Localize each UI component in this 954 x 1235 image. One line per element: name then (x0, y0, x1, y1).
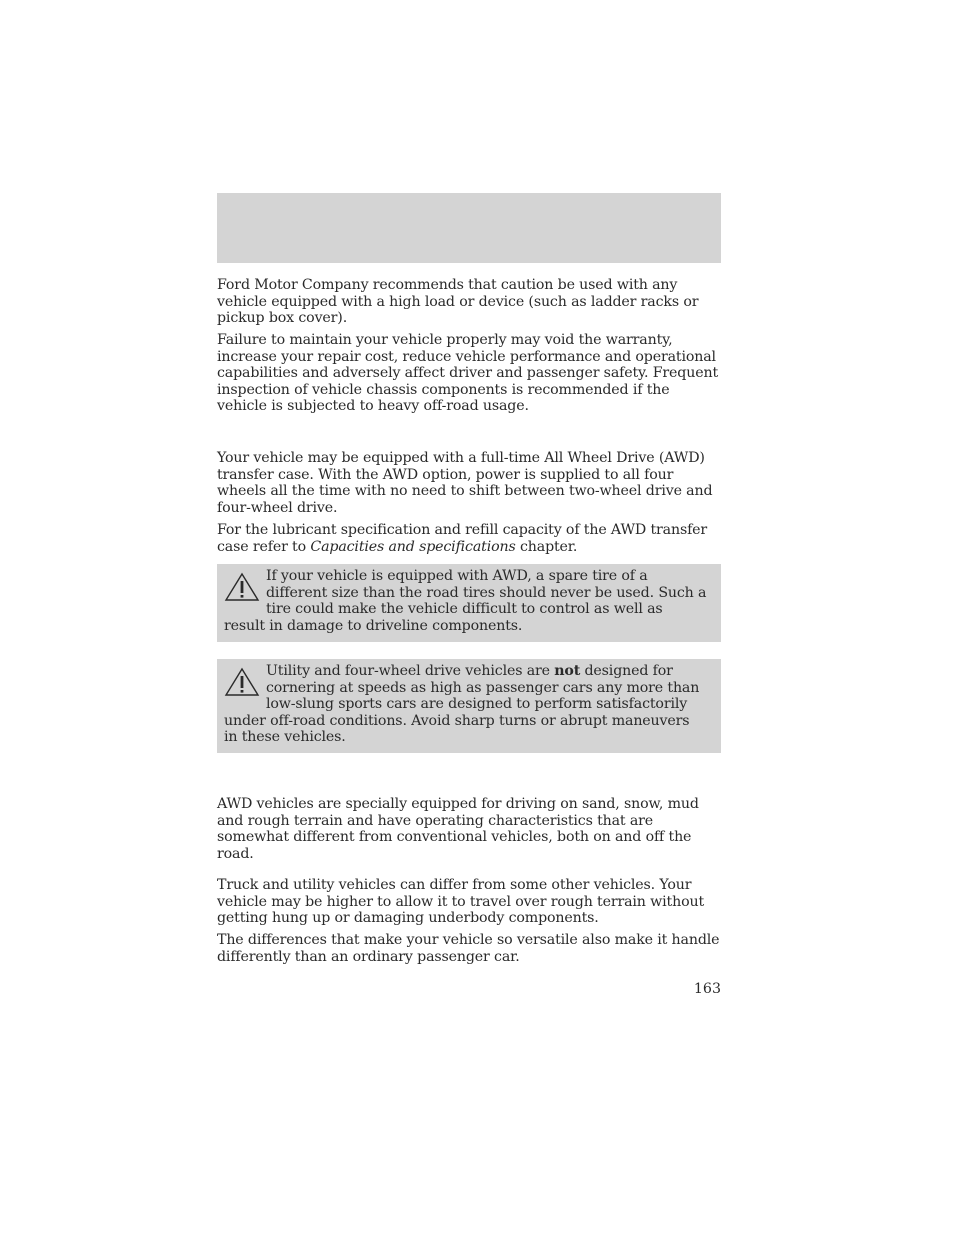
warning-text-spare-tire: If your vehicle is equipped with AWD, a spare tire of a different size than the road tires should never be used. Such a tire could make the vehicle difficult to control as well as result in damage to driveline components. (224, 568, 707, 634)
paragraph-vehicle-differences: Truck and utility vehicles can differ from some other vehicles. Your vehicle may be higher to allow it to travel over rough terrain without getting hung up or damaging underbody components. (217, 877, 705, 926)
paragraph-handling: The differences that make your vehicle so versatile also make it handle differently than an ordinary passenger car. (217, 932, 720, 965)
paragraph-awd-intro: Your vehicle may be equipped with a full-time All Wheel Drive (AWD) transfer case. With the AWD option, power is supplied to all four wheels all the time with no need to shift between two-wheel drive and four-wheel drive. (217, 450, 713, 516)
paragraph-caution-high-load: Ford Motor Company recommends that caution be used with any vehicle equipped with a high load or device (such as ladder racks or pickup box cover). (217, 277, 699, 326)
emphasis-not: not (554, 663, 581, 679)
warning-triangle-icon (224, 572, 260, 602)
warning-box-cornering (217, 659, 721, 753)
page-number: 163 (693, 981, 721, 997)
capacities-chapter-reference: Capacities and specifications (310, 538, 516, 555)
warning-triangle-icon (224, 667, 260, 697)
paragraph-awd-terrain: AWD vehicles are specially equipped for driving on sand, snow, mud and rough terrain and have operating characteristics that are somewhat different from conventional vehicles, both on and off the road. (217, 796, 699, 862)
paragraph-maintenance: Failure to maintain your vehicle properly may void the warranty, increase your repair cost, reduce vehicle performance and operational capabilities and adversely affect driver and passenger safety. Frequent inspection of vehicle chassis components is recommended if the vehicle is subjected to heavy off-road usage. (217, 332, 718, 414)
cornering-text-start: Utility and four-wheel drive vehicles are (266, 663, 555, 679)
section-header-band (217, 193, 721, 263)
warning-box-spare-tire (217, 564, 721, 642)
warning-text-cornering (224, 663, 707, 746)
cornering-text-end: designed for cornering at speeds as high as passenger cars any more than low-slung sports cars are designed to perform satisfactorily under off-road conditions. Avoid sharp turns or abrupt maneuvers in these vehicles. (224, 663, 700, 745)
paragraph-lubricant (217, 522, 723, 555)
lubricant-text-end: chapter. (515, 538, 578, 555)
lubricant-text-start: For the lubricant specification and refill capacity of the AWD transfer case refer to (217, 522, 708, 555)
